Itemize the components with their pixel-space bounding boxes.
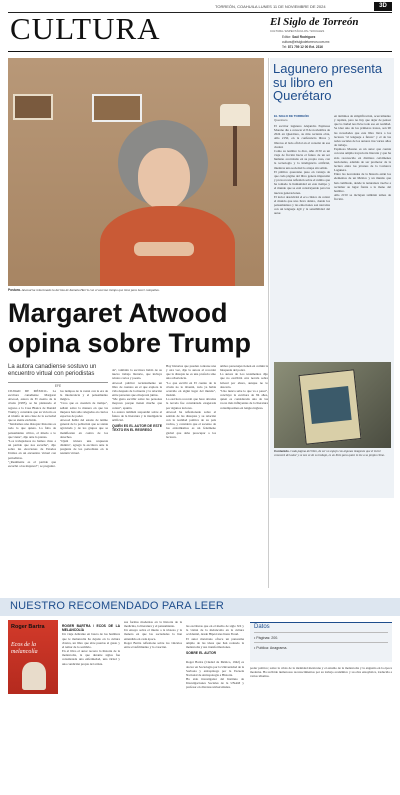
datos-rule — [254, 632, 388, 633]
lamp-stand — [233, 126, 237, 186]
photo-caption: Postura. Atwood ha relacionado la derrota de Kamala Harris con el ascenso tiempo que tiene para hacer campañas. — [8, 288, 160, 292]
datos-item-1: • Páginas: 200. — [254, 636, 279, 640]
datos-item-2: • Publica: Anagrama. — [254, 646, 288, 650]
main-col-4: Hay historias que pueden contarse una y otra vez, dijo la autora al recordar que la distopía no es una profecía sino una advertencia. "Lo que escribí en El cuento de la criada no lo inventé, todo ya había ocurrido en algún lugar del mundo", insistió. La escritora recordó que hace décadas la novela fue considerada exagerada por algunos lectores. Atwood ha reflexionado sobre el sentido de las distopías y su relación con la realidad política de su país vecino, y consideró que el ascenso de los extremismos es un fenómeno global que debe preocupar a los lectores. — [166, 364, 216, 439]
editor-line: Editor: Saúl Rodríguez — [282, 35, 316, 39]
page-code: 3D — [374, 2, 392, 11]
recommended-banner-title: NUESTRO RECOMENDADO PARA LEER — [10, 600, 225, 612]
editor-name: Saúl Rodríguez — [292, 35, 316, 39]
masthead-sub: CULTURA / ESPECTÁCULOS / SOCIALES — [270, 29, 325, 33]
lamp — [220, 104, 250, 126]
main-col-1: CIUDAD DE MÉXICO.- La escritora canadiense Margaret Atwood, autora de El cuento de la criada (1985), se ha planteado el regreso a la Casa Blanca de Donald Trump y considera que su victoria es el triunfo de una clase de la sociedad que se siente excluida. "Tendremos una distopía: historias es todo lo que quiero. La falta de pensamiento crítico, el miedo a lo que viene", dijo ante la prensa. "Los trabajadores no hemos visto a un partido que nos escuche", dijo sobre las elecciones de Estados Unidos en un encuentro virtual con periodistas. "¿Realmente es el partido que escuchó a las mujeres?", se preguntó. — [8, 389, 56, 468]
atwood-photo — [8, 58, 264, 286]
sidebar-caption: Contenido. Cada página del libro, de ser un espejo con algunas imágenes que el lector conocerá del autor y se nos ve de su trabajo, es un libro para quien lo lee a su propio ritmo. — [274, 449, 385, 457]
book-cover-art — [308, 386, 351, 424]
wall-painting-right — [92, 94, 142, 122]
agency-label: EFE — [8, 382, 108, 388]
book-cover-figure — [22, 662, 46, 690]
hands — [134, 242, 194, 256]
recommended-book-cover — [8, 620, 58, 694]
sidebar-byline: EL SIGLO DE TORREÓN Querétaro — [274, 114, 309, 122]
contact-email[interactable]: cultura@elsiglodetorreon.com.mx — [282, 40, 330, 44]
sidebar-col-2: en términos de simplificación, acercamiento y rapidez, pero no hay que dejar de pensar que la ciudad nos lleve todo eso en realidad. Se ideó uno de los primeros trazos, son 90 las novedades que este libro lleva a los lectores "el lenguaje a futuro" y el de las redes sociales de los autores tras varios años de trabajo. Espinosa Moreno es un autor que cuenta con una amplia trayectoria literaria y que ha sido reconocido en distintos certámenes nacionales, además de ser promotor de la lectura entre los jóvenes de la Comarca Lagunera. Entre las novedades de la historia están los elementos de un México y un mundo que han cambiado, donde la naturaleza vuelve a reclamar su lugar frente a la mano del hombre. Año 2150 se incluyen también temas de ficción. — [334, 114, 391, 202]
edition-line: TORREÓN, COAHUILA LUNES 11 DE NOVIEMBRE DE 2024 — [215, 4, 326, 9]
main-col-3: da", también la escritora habló de su nuevo trabajo literario, que incluye relatos cortos y poesía. Atwood publicó recientemente un libro de cuentos en el que explora la vida después de la muerte y la relación entre personas que envejecen juntas. "Me gusta escribir sobre las personas mayores porque tienen mucho que contar", apuntó. La autora también respondió sobre el futuro de la literatura y la inteligencia artificial. QUIÉN ES EL AUTOR DE ESTE TEXTO EN EL REGRESO — [112, 368, 162, 433]
section-title: CULTURA — [10, 11, 161, 46]
rec-col-1: ROGER BARTRA / ECOS DE LA MELANCOLÍA Un viaje delirante en busca de los hombres que le melancolía ha dejado en la cultura clásica, un libro que abre puertas al gusto y el temor de lo sombrío. En el libro el autor recorre la historia de la melancolía, la que durante siglos fue considerada una enfermedad, una virtud y una condición propia del artista. — [62, 624, 120, 666]
wall-painting-left — [13, 94, 53, 120]
rec-col-5: poder político; sobre la crisis de la identidad mexicana y el estudio de la melancolía y la angustia en la época moderna. Ha recibido numerosos reconocimientos por su trabajo académico y su obra ensayística, traducida a varios idiomas. — [250, 666, 392, 679]
rec-subhead: SOBRE EL AUTOR — [186, 651, 217, 656]
main-col-2: los tiempos de la razón con la era de la intolerancia y el pensamiento mágico. "Creo que es cuestión de tiempo", señaló sobre la manera en que las mujeres han sido relegadas en ciertos espacios de poder. Atwood habló del estado de ánimo general de la población que se siente agraviada y de los grupos que se manifiestan en contra de los derechos. "Ojalá tuviera una respuesta distinta", agregó la escritora ante la pregunta de los periodistas en la reunión virtual. — [60, 389, 108, 456]
header-bottom-rule — [8, 51, 392, 52]
masthead-logo: El Siglo de Torreón — [270, 16, 359, 28]
main-col-5: ambos personajes tienen en común la búsqueda del poder. La autora de Los testamentos dijo que no escribirá otra novela sobre Gilead por ahora, aunque no lo descarta. "Uno nunca sabe lo que va a pasar", concluyó la escritora de 84 años, quien es considerada una de las voces más influyentes de la literatura contemporánea en lengua inglesa. — [220, 364, 268, 410]
face — [138, 148, 190, 210]
main-subhead: QUIÉN ES EL AUTOR DE ESTE TEXTO EN EL REGRESO — [112, 424, 162, 433]
rec-col-2: sus formas modernas en la historia de la medicina, la literatura y el pensamiento. Un ensayo sobre el miedo a la tristeza y la manera en que las sociedades la han entendido en cada época. Roger Bartra reflexiona sobre los vínculos entre el sufrimiento y la creación. — [124, 620, 182, 649]
datos-rule-2 — [254, 642, 388, 643]
main-deck: La autora canadiense sostuvo un encuentro virtual con periodistas — [8, 364, 97, 377]
book-photo — [274, 362, 391, 448]
divider-main-sidebar — [268, 58, 269, 588]
datos-title: Datos — [254, 624, 270, 630]
rec-col-3: las escrituras que en el medio de siglo XX y la visión de la melancolía en la cultura occidental, desde Hipócrates hasta Freud. El autor mexicano ofrece un panorama amplio de las ideas que han rodeado la melancolía y sus transformaciones. SOBRE EL AUTOR Roger Bartra (Ciudad de México, 1942) es doctor en Sociología por la Universidad de la Sorbona y antropólogo por la Escuela Nacional de Antropología e Historia. Ha sido investigador del Instituto de Investigaciones Sociales de la UNAM y profesor en diversas universidades. — [186, 624, 244, 690]
book-cover-title: Ecos de la melancolía — [11, 642, 38, 655]
sidebar-headline: Lagunero presenta su libro en Querétaro — [273, 61, 383, 103]
contact-phone: Tel: 871 759 12 00 Ext. 2316 — [282, 45, 323, 49]
sidebar-col-1: El escritor lagunero Alejandro Espinosa Moreno dio a conocer el 8 de noviembre de 2024 en Querétaro, su más reciente obra, Año 2150, en la conferencia libros y libreros al lado oficial en el corazón de esa ciudad. Como su nombre lo dice, Año 2150 es un viaje de ficción hacia el futuro de un ser humano acorralado en su propia casa, con la tecnología y la inteligencia artificial, mientras una sociedad lo atrapa sin salida. El público queretano puso en ventaja de que cada página del libro genera impresión y provoca una reflexión sobre el rumbo que ha tomado la humanidad en este tiempo y el mundo que se está construyendo para las nuevas generaciones. El lector descubrirá el eco clásico de contar el mundo que uno lleva dentro, donde los pensamientos y las emociones son narradas con un lenguaje ágil y la sensibilidad del autor. — [274, 124, 330, 216]
book-cover-author: Roger Bartra — [11, 624, 45, 630]
main-headline: Margaret Atwood opina sobre Trump — [8, 298, 252, 358]
